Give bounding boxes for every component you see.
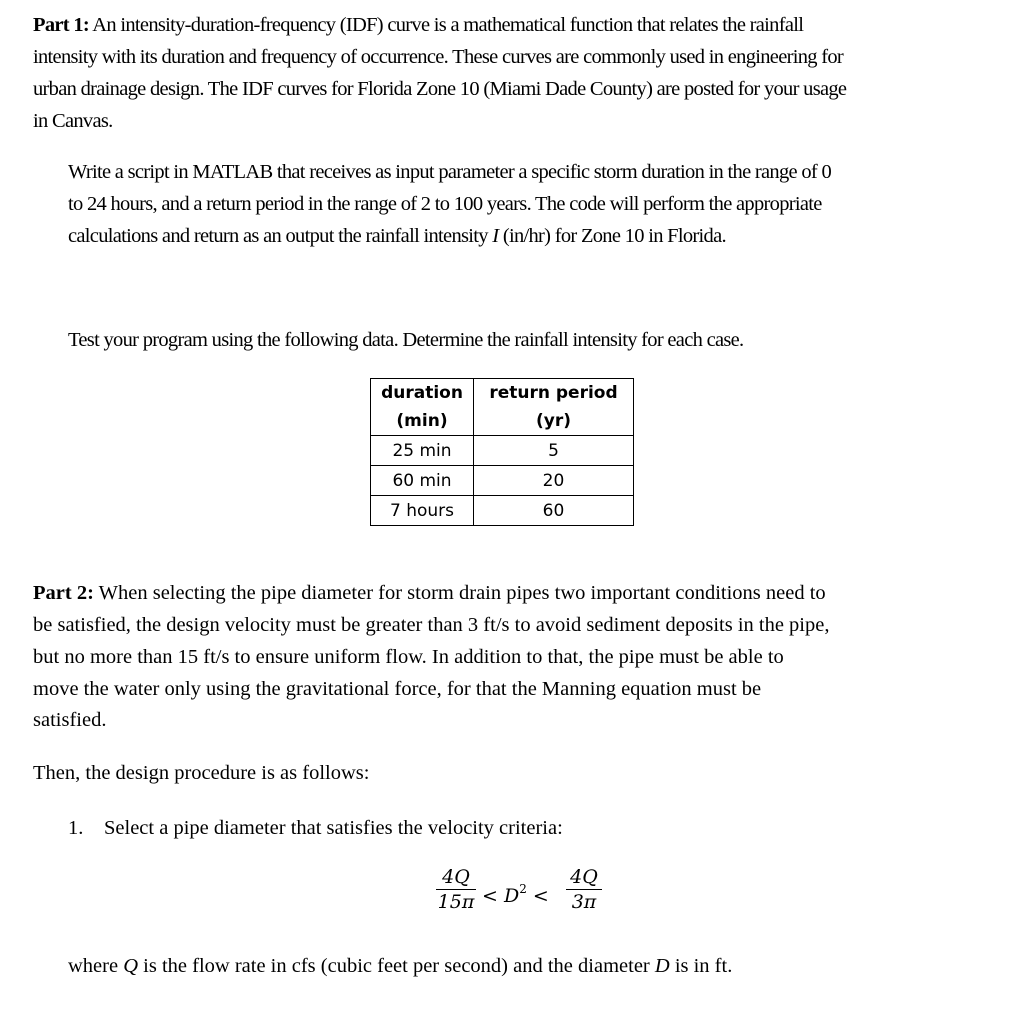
table-row (371, 436, 634, 466)
part1-line2: intensity with its duration and frequency of occurrence. These curves are commonly used in engineering for (33, 46, 844, 68)
part1-line1 (33, 9, 803, 41)
cell-period: 20 (474, 466, 634, 496)
right-denominator (566, 890, 602, 914)
task-line3-a: calculations and return as an output the rainfall intensity (68, 225, 493, 247)
procedure-step-number: 1. (68, 817, 84, 839)
left-fraction (436, 866, 476, 914)
cell-duration: 7 hours (371, 496, 474, 526)
cell-duration: 60 min (371, 466, 474, 496)
part1-label: Part 1: (33, 14, 89, 36)
procedure-intro: Then, the design procedure is as follows: (33, 762, 370, 784)
diameter-symbol: D (503, 885, 520, 907)
right-denominator-text: 3π (571, 891, 597, 913)
task-line3-b: (in/hr) for Zone 10 in Florida. (498, 225, 726, 247)
diameter-variable: D (654, 955, 670, 977)
part2-line2: be satisfied, the design velocity must be greater than 3 ft/s to avoid sediment deposits in the pipe, (33, 614, 830, 636)
part2-line1-text: When selecting the pipe diameter for storm drain pipes two important conditions need to (93, 582, 826, 604)
equation-middle (482, 882, 549, 907)
cell-period: 60 (474, 496, 634, 526)
part1-line4: in Canvas. (33, 110, 113, 132)
less-than-1: < (482, 885, 504, 907)
intensity-variable: I (492, 225, 499, 247)
header-duration (371, 379, 474, 436)
left-denominator (436, 890, 476, 914)
left-numerator-text: 4Q (442, 866, 470, 888)
table-row (371, 466, 634, 496)
left-numerator (436, 866, 476, 890)
header-period-line2: (yr) (535, 411, 571, 431)
where-line (68, 950, 732, 982)
part2-line1 (33, 577, 826, 609)
right-numerator-text: 4Q (570, 866, 598, 888)
part1-line3: urban drainage design. The IDF curves for Florida Zone 10 (Miami Dade County) are posted for your usage (33, 78, 847, 100)
test-instruction: Test your program using the following data. Determine the rainfall intensity for each case. (68, 329, 744, 351)
procedure-step-text: Select a pipe diameter that satisfies the velocity criteria: (104, 817, 563, 839)
right-numerator (566, 866, 602, 890)
right-fraction (566, 866, 602, 914)
where-a: where (68, 955, 124, 977)
where-b: is the flow rate in cfs (cubic feet per second) and the diameter (138, 955, 655, 977)
test-data-table (370, 378, 634, 526)
part1-line1-text: An intensity-duration-frequency (IDF) curve is a mathematical function that relates the rainfall (89, 14, 804, 36)
cell-period: 5 (474, 436, 634, 466)
part2-line4: move the water only using the gravitational force, for that the Manning equation must be (33, 678, 762, 700)
task-line2: to 24 hours, and a return period in the range of 2 to 100 years. The code will perform the appropriate (68, 193, 822, 215)
table-header-row (371, 379, 634, 436)
part2-line5: satisfied. (33, 709, 107, 731)
part2-line3: but no more than 15 ft/s to ensure uniform flow. In addition to that, the pipe must be able to (33, 646, 784, 668)
header-duration-line2: (min) (396, 411, 448, 431)
where-c: is in ft. (669, 955, 733, 977)
header-duration-line1: duration (381, 383, 463, 403)
task-line1: Write a script in MATLAB that receives as input parameter a specific storm duration in the range of 0 (68, 161, 832, 183)
table-row (371, 496, 634, 526)
left-denominator-text: 15π (437, 891, 475, 913)
header-period-line1: return period (489, 383, 618, 403)
task-line3 (68, 220, 726, 252)
exponent: 2 (519, 882, 527, 896)
header-return-period (474, 379, 634, 436)
flow-rate-variable: Q (123, 955, 139, 977)
cell-duration: 25 min (371, 436, 474, 466)
part2-label: Part 2: (33, 582, 94, 604)
less-than-2: < (526, 885, 549, 907)
